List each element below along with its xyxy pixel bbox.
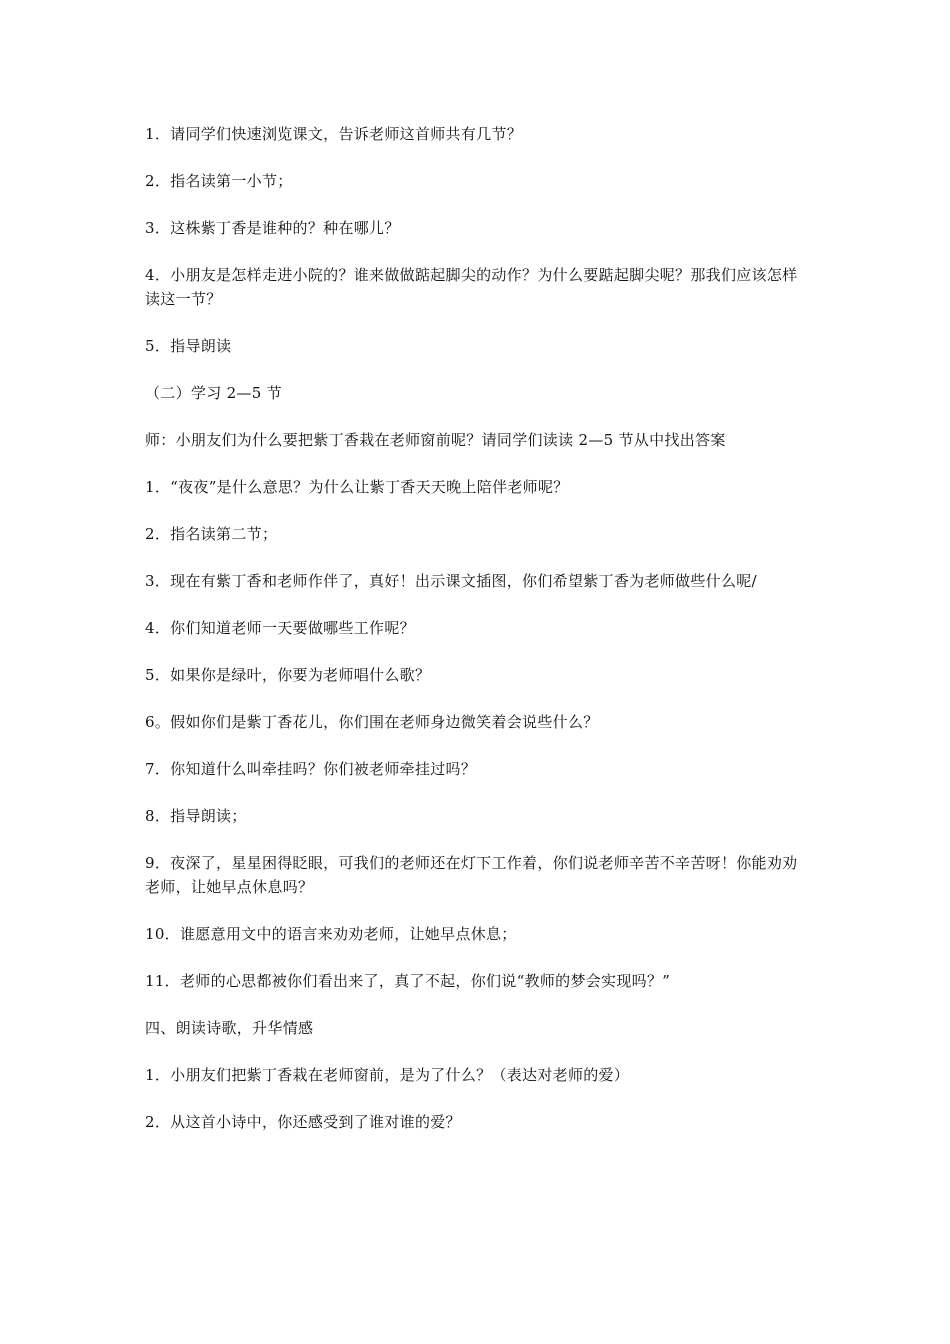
paragraph-8: 1．“夜夜”是什么意思？为什么让紫丁香天天晚上陪伴老师呢？	[145, 478, 569, 496]
document-body	[145, 122, 810, 1157]
paragraph-16: 9．夜深了，星星困得眨眼，可我们的老师还在灯下工作着，你们说老师辛苦不辛苦呀！你能劝劝老师，让她早点休息吗？	[145, 854, 798, 896]
paragraph-10: 3．现在有紫丁香和老师作伴了，真好！出示课文插图，你们希望紫丁香为老师做些什么呢/	[145, 572, 757, 590]
paragraph-3: 3．这株紫丁香是谁种的？种在哪儿？	[145, 219, 400, 237]
paragraph-4: 4．小朋友是怎样走进小院的？谁来做做踮起脚尖的动作？为什么要踮起脚尖呢？那我们应该怎样读这一节？	[145, 266, 798, 308]
paragraph-2: 2．指名读第一小节；	[145, 172, 293, 190]
section-heading-2-5: （二）学习 2—5 节	[145, 384, 282, 402]
paragraph-12: 5．如果你是绿叶，你要为老师唱什么歌？	[145, 666, 431, 684]
section-heading-four: 四、朗读诗歌，升华情感	[145, 1019, 314, 1037]
paragraph-17: 10．谁愿意用文中的语言来劝劝老师，让她早点休息；	[145, 925, 517, 943]
paragraph-21: 2．从这首小诗中，你还感受到了谁对谁的爱？	[145, 1113, 461, 1131]
paragraph-9: 2．指名读第二节；	[145, 525, 278, 543]
paragraph-14: 7．你知道什么叫牵挂吗？你们被老师牵挂过吗？	[145, 760, 477, 778]
paragraph-15: 8．指导朗读；	[145, 807, 247, 825]
paragraph-1: 1．请同学们快速浏览课文，告诉老师这首师共有几节？	[145, 125, 523, 143]
paragraph-13: 6。假如你们是紫丁香花儿，你们围在老师身边微笑着会说些什么？	[145, 713, 599, 731]
paragraph-5: 5．指导朗读	[145, 337, 232, 355]
teacher-question: 师：小朋友们为什么要把紫丁香栽在老师窗前呢？请同学们读读 2—5 节从中找出答案	[145, 431, 726, 449]
paragraph-18: 11．老师的心思都被你们看出来了，真了不起，你们说“教师的梦会实现吗？”	[145, 972, 671, 990]
paragraph-20: 1．小朋友们把紫丁香栽在老师窗前，是为了什么？（表达对老师的爱）	[145, 1066, 630, 1084]
paragraph-11: 4．你们知道老师一天要做哪些工作呢？	[145, 619, 415, 637]
